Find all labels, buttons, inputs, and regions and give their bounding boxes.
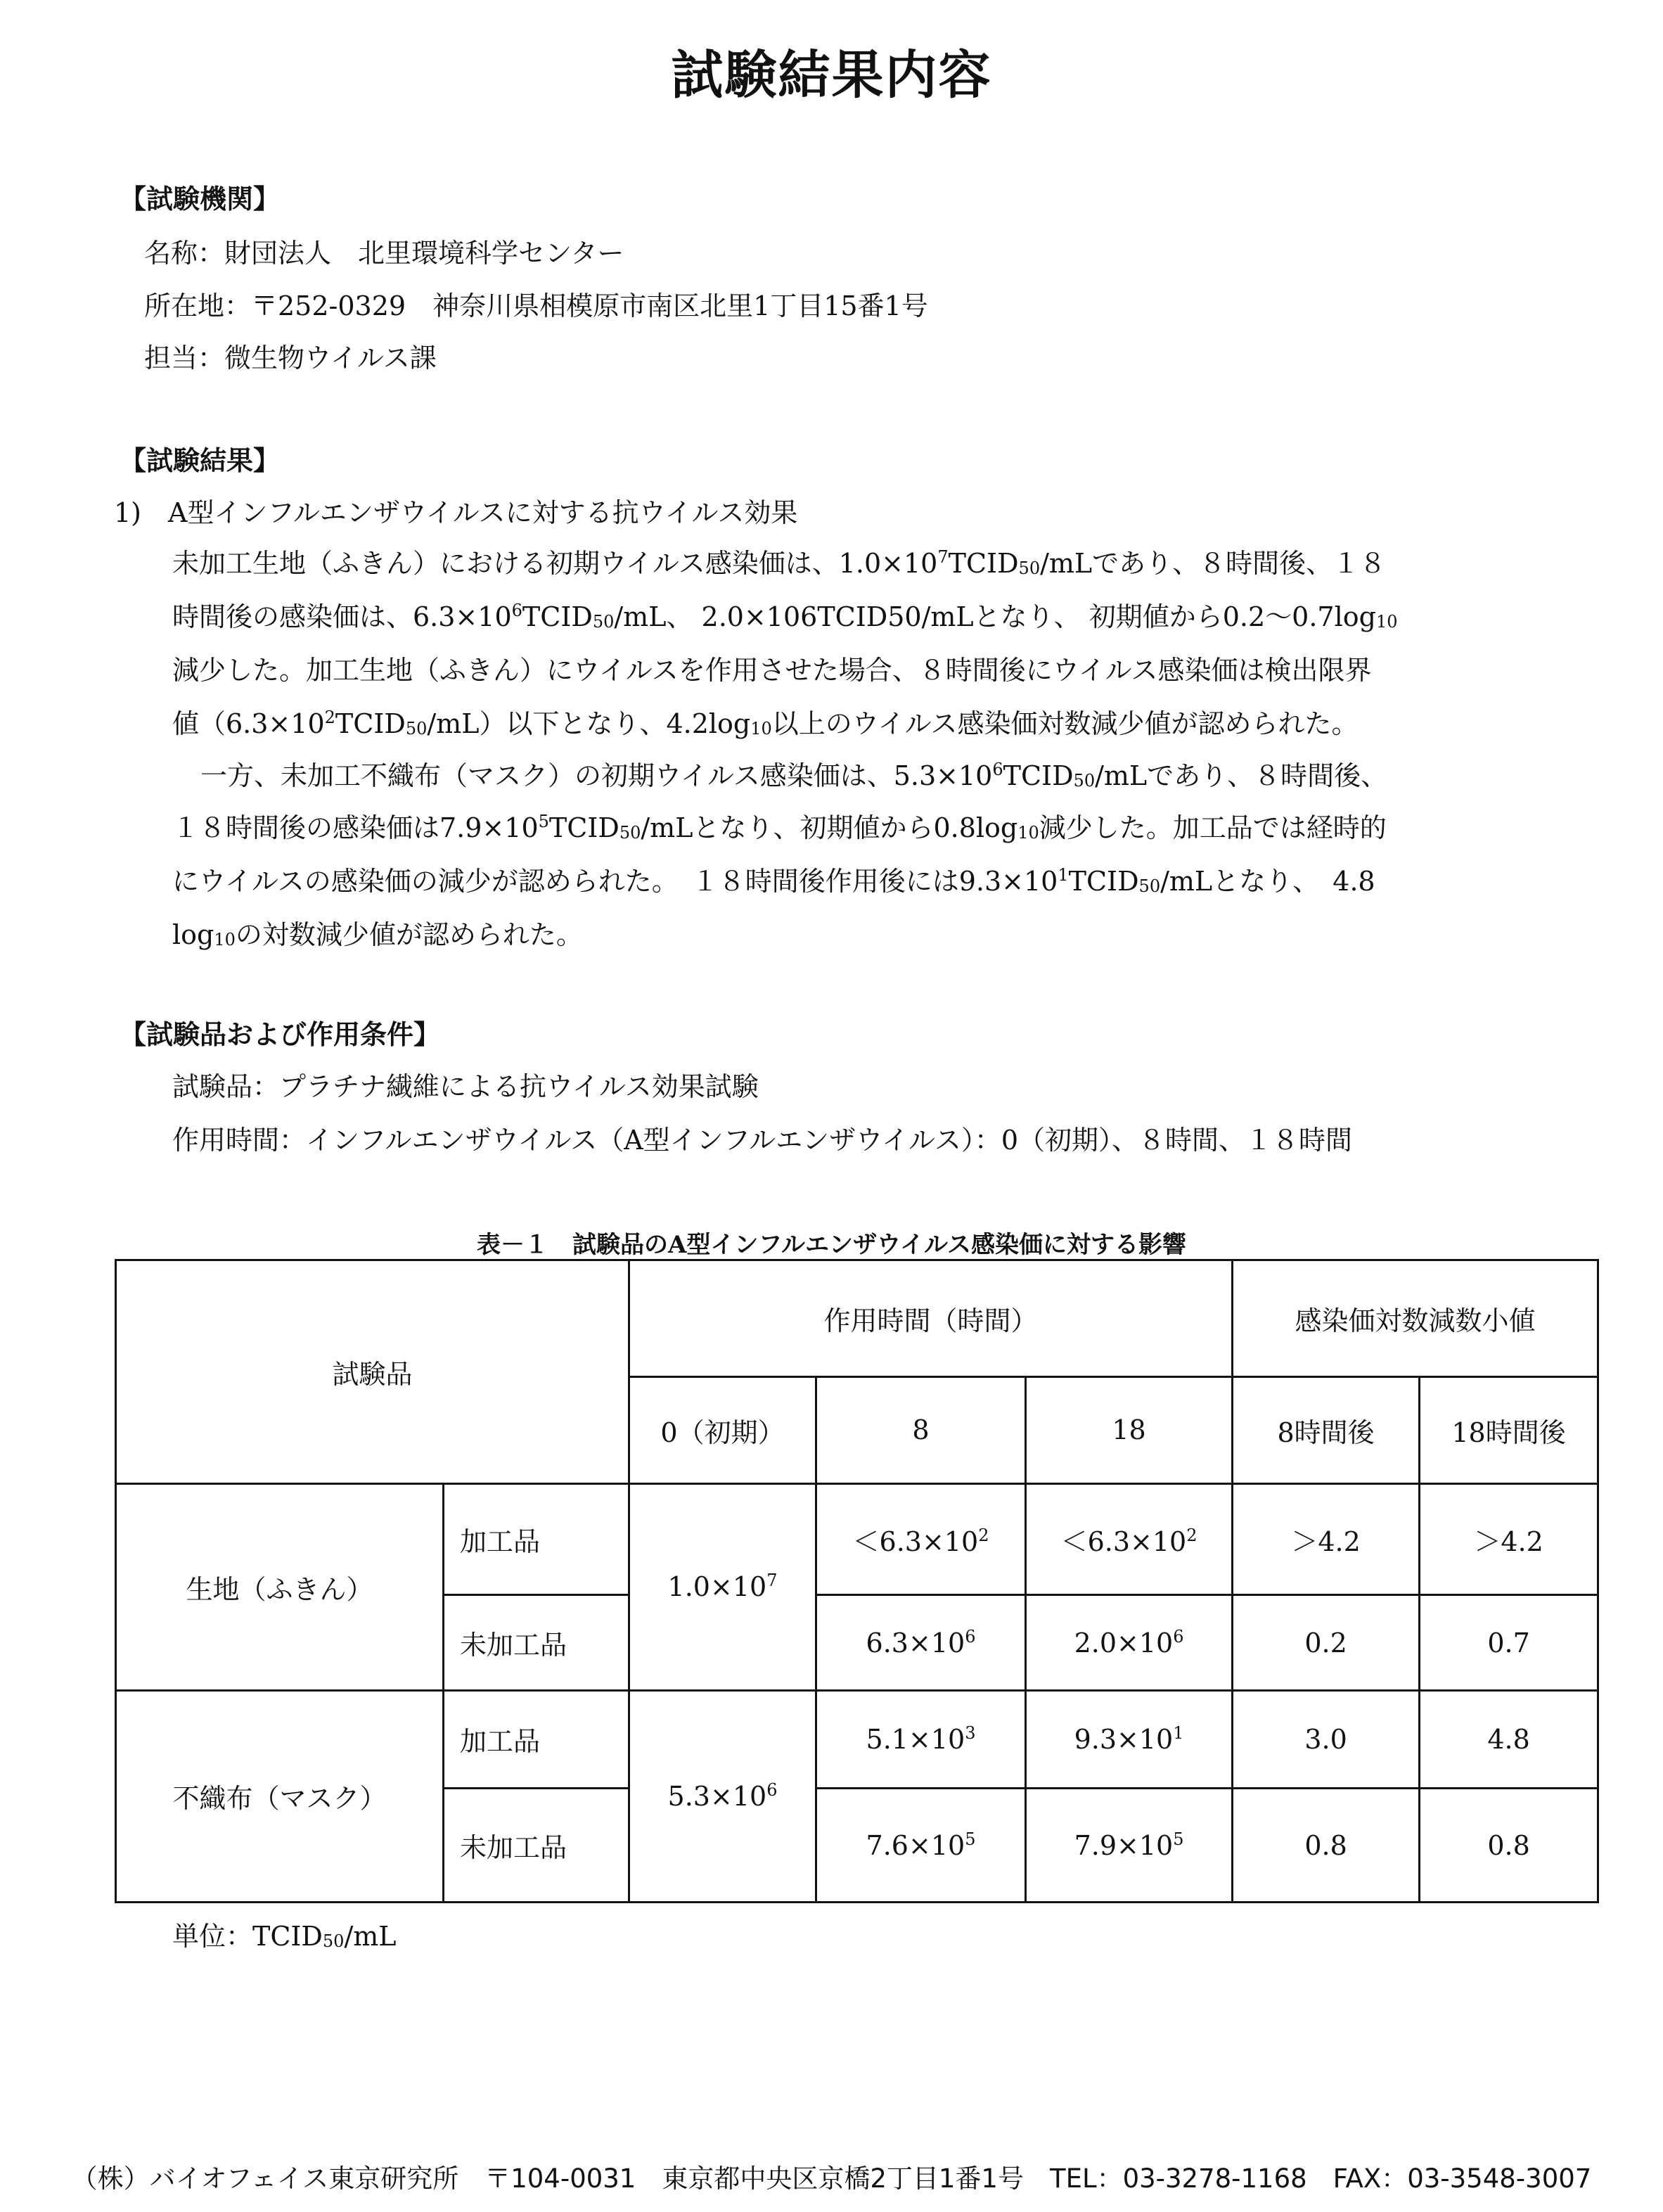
group-name: 不織布（マスク）: [116, 1690, 444, 1902]
table-row: [116, 1690, 1598, 1788]
results-heading: 【試験結果】: [120, 445, 281, 476]
row-label: 加工品: [444, 1483, 629, 1595]
value-8h: $6.3\times 10^6$: [816, 1595, 1026, 1690]
initial-value: $5.3\times 10^6$: [629, 1690, 816, 1902]
header-reduction-group: 感染価対数減数小値: [1233, 1260, 1598, 1377]
header-r18: 18時間後: [1420, 1377, 1598, 1484]
value-18h: $7.9\times 10^5$: [1026, 1789, 1233, 1903]
results-p2-line2: １８時間後の感染価は$7.9\times 10^5TCID_{50}/mL$となり、初期値から$0.8\log_{10}$減少した。加工品では経時的: [172, 812, 1387, 843]
reduction-18h: 0.7: [1420, 1595, 1598, 1690]
results-p2-line3: にウイルスの感染価の減少が認められた。 １８時間後作用後には$9.3\times 10^1TCID_{50}/mL$となり、 4.8: [172, 865, 1375, 897]
institution-department: 担当：微生物ウイルス課: [144, 343, 437, 373]
reduction-8h: 0.2: [1233, 1595, 1420, 1690]
results-p1-line4: 値$(6.3\times 10^2TCID_{50}/mL)$以下となり、$4.2\log_{10}$以上のウイルス感染価対数減少値が認められた。: [172, 708, 1359, 739]
results-p1-line3: 減少した。加工生地（ふきん）にウイルスを作用させた場合、８時間後にウイルス感染価は検出限界: [172, 655, 1372, 686]
results-table: [115, 1259, 1599, 1903]
group-name: 生地（ふきん）: [116, 1483, 444, 1690]
row-label: 加工品: [444, 1690, 629, 1788]
value-18h: $9.3\times 10^1$: [1026, 1690, 1233, 1788]
reduction-8h: 3.0: [1233, 1690, 1420, 1788]
footer-address: （株）バイオフェイス東京研究所 〒104-0031 東京都中央区京橋2丁目1番1号 TEL：03-3278-1168 FAX：03-3548-3007: [71, 2163, 1592, 2194]
header-t18: 18: [1026, 1377, 1233, 1484]
header-t8: 8: [816, 1377, 1026, 1484]
results-item-label: 1) A型インフルエンザウイルスに対する抗ウイルス効果: [114, 497, 798, 528]
institution-name: 名称：財団法人 北里環境科学センター: [144, 238, 624, 269]
row-label: 未加工品: [444, 1789, 629, 1903]
reduction-18h: 4.8: [1420, 1690, 1598, 1788]
reduction-8h: 0.8: [1233, 1789, 1420, 1903]
reduction-18h: ＞4.2: [1420, 1483, 1598, 1595]
header-sample: 試験品: [116, 1260, 629, 1484]
value-18h: $2.0\times 10^6$: [1026, 1595, 1233, 1690]
results-p2-line4: $\log_{10}$の対数減少値が認められた。: [172, 919, 583, 950]
reduction-18h: 0.8: [1420, 1789, 1598, 1903]
reduction-8h: ＞4.2: [1233, 1483, 1420, 1595]
table-unit: 単位：$TCID_{50}/mL$: [172, 1921, 397, 1952]
page-title: 試験結果内容: [671, 45, 992, 106]
table-caption: 表－１ 試験品のA型インフルエンザウイルス感染価に対する影響: [477, 1231, 1186, 1259]
conditions-time: 作用時間：インフルエンザウイルス（A型インフルエンザウイルス）：0（初期）、８時間、１８時間: [172, 1125, 1353, 1156]
institution-address: 所在地：〒252-0329 神奈川県相模原市南区北里1丁目15番1号: [144, 290, 928, 321]
value-8h: $7.6\times 10^5$: [816, 1789, 1026, 1903]
value-18h: $<6.3\times 10^2$: [1026, 1483, 1233, 1595]
institution-heading: 【試験機関】: [120, 183, 281, 215]
table-row: [116, 1483, 1598, 1595]
results-p1-line1: 未加工生地（ふきん）における初期ウイルス感染価は、$1.0\times 10^7TCID_{50}/mL$であり、８時間後、１８: [172, 547, 1387, 579]
header-r8: 8時間後: [1233, 1377, 1420, 1484]
results-p2-line1: 一方、未加工不織布（マスク）の初期ウイルス感染価は、$5.3\times 10^6TCID_{50}/mL$であり、８時間後、: [200, 760, 1388, 791]
value-8h: $<6.3\times 10^2$: [816, 1483, 1026, 1595]
value-8h: $5.1\times 10^3$: [816, 1690, 1026, 1788]
results-p1-line2: 時間後の感染価は、$6.3\times 10^6TCID_{50}/mL$、 2.0×106TCID50/mLとなり、 初期値から$0.2\sim 0.7\log_{10}$: [172, 601, 1398, 632]
conditions-heading: 【試験品および作用条件】: [120, 1018, 441, 1050]
header-time-group: 作用時間（時間）: [629, 1260, 1233, 1377]
row-label: 未加工品: [444, 1595, 629, 1690]
header-t0: 0（初期）: [629, 1377, 816, 1484]
conditions-sample: 試験品：プラチナ繊維による抗ウイルス効果試験: [172, 1071, 759, 1102]
initial-value: $1.0\times 10^7$: [629, 1483, 816, 1690]
